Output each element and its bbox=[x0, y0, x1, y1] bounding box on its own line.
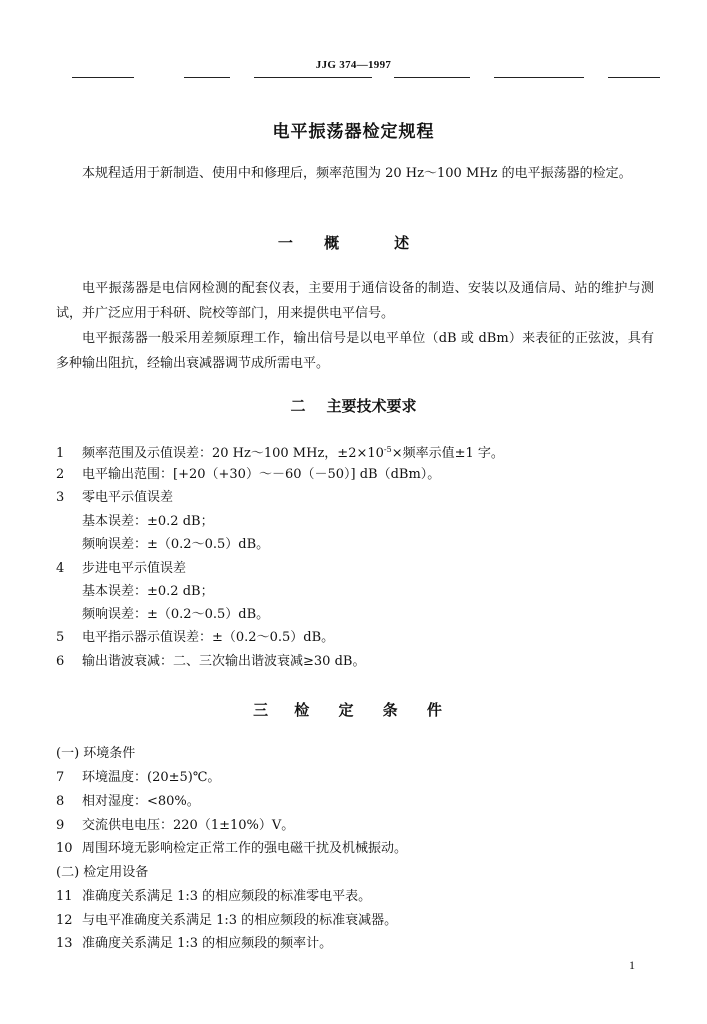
section-number: 三 bbox=[253, 701, 269, 719]
group-environment: (一) 环境条件 bbox=[56, 746, 136, 761]
requirement-1: 1 频率范围及示值误差：20 Hz～100 MHz，$\pm 2\times 10^{-5}\times$频率示值±1 字。 bbox=[56, 445, 504, 461]
section-heading-3 bbox=[0, 699, 707, 720]
requirement-6: 6 输出谐波衰减：二、三次输出谐波衰减≥30 dB。 bbox=[56, 654, 366, 669]
section-title: 检 定 条 件 bbox=[294, 701, 454, 719]
section-heading-1 bbox=[0, 232, 707, 253]
section-number: 二 bbox=[290, 397, 306, 415]
requirement-4-freq-error: 频响误差：±（0.2～0.5）dB。 bbox=[82, 607, 270, 622]
requirement-4-basic-error: 基本误差：±0.2 dB； bbox=[82, 584, 214, 599]
condition-8: 8 相对湿度：<80%。 bbox=[56, 794, 200, 809]
overview-paragraph-1: 电平振荡器是电信网检测的配套仪表，主要用于通信设备的制造、安装以及通信局、站的维护与测试，并广泛应用于科研、院校等部门，用来提供电平信号。 bbox=[56, 281, 654, 321]
group-equipment: (二) 检定用设备 bbox=[56, 865, 149, 880]
condition-9: 9 交流供电电压：220（1±10%）V。 bbox=[56, 818, 295, 833]
requirement-4: 4 步进电平示值误差 bbox=[56, 561, 187, 576]
requirement-5: 5 电平指示器示值误差：±（0.2～0.5）dB。 bbox=[56, 630, 335, 645]
intro-paragraph: 本规程适用于新制造、使用中和修理后，频率范围为 20 Hz～100 MHz 的电平振荡器的检定。 bbox=[82, 166, 632, 181]
overview-paragraph-2: 电平振荡器一般采用差频原理工作，输出信号是以电平单位（dB 或 dBm）来表征的正弦波，具有多种输出阻抗，经输出衰减器调节成所需电平。 bbox=[56, 331, 654, 371]
condition-11: 11 准确度关系满足 1:3 的相应频段的标准零电平表。 bbox=[56, 889, 372, 904]
section-heading-2 bbox=[0, 395, 707, 416]
requirement-3: 3 零电平示值误差 bbox=[56, 490, 174, 505]
standard-code-header: JJG 374—1997 bbox=[315, 59, 392, 71]
page-title: 电平振荡器检定规程 bbox=[272, 122, 435, 142]
page-number: 1 bbox=[629, 958, 635, 972]
requirement-2: 2 电平输出范围：[+20（+30）～－60（－50）] dB（dBm）。 bbox=[56, 467, 441, 482]
section-title: 主要技术要求 bbox=[326, 397, 417, 415]
requirement-3-freq-error: 频响误差：±（0.2～0.5）dB。 bbox=[82, 537, 270, 552]
condition-13: 13 准确度关系满足 1:3 的相应频段的频率计。 bbox=[56, 936, 333, 951]
header-rule bbox=[72, 77, 660, 78]
section-title: 概 述 bbox=[324, 234, 430, 252]
condition-12: 12 与电平准确度关系满足 1:3 的相应频段的标准衰减器。 bbox=[56, 913, 398, 928]
requirement-3-basic-error: 基本误差：±0.2 dB； bbox=[82, 514, 214, 529]
condition-7: 7 环境温度：(20±5)℃。 bbox=[56, 770, 221, 785]
condition-10: 10 周围环境无影响检定正常工作的强电磁干扰及机械振动。 bbox=[56, 841, 408, 856]
section-number: 一 bbox=[277, 234, 293, 252]
